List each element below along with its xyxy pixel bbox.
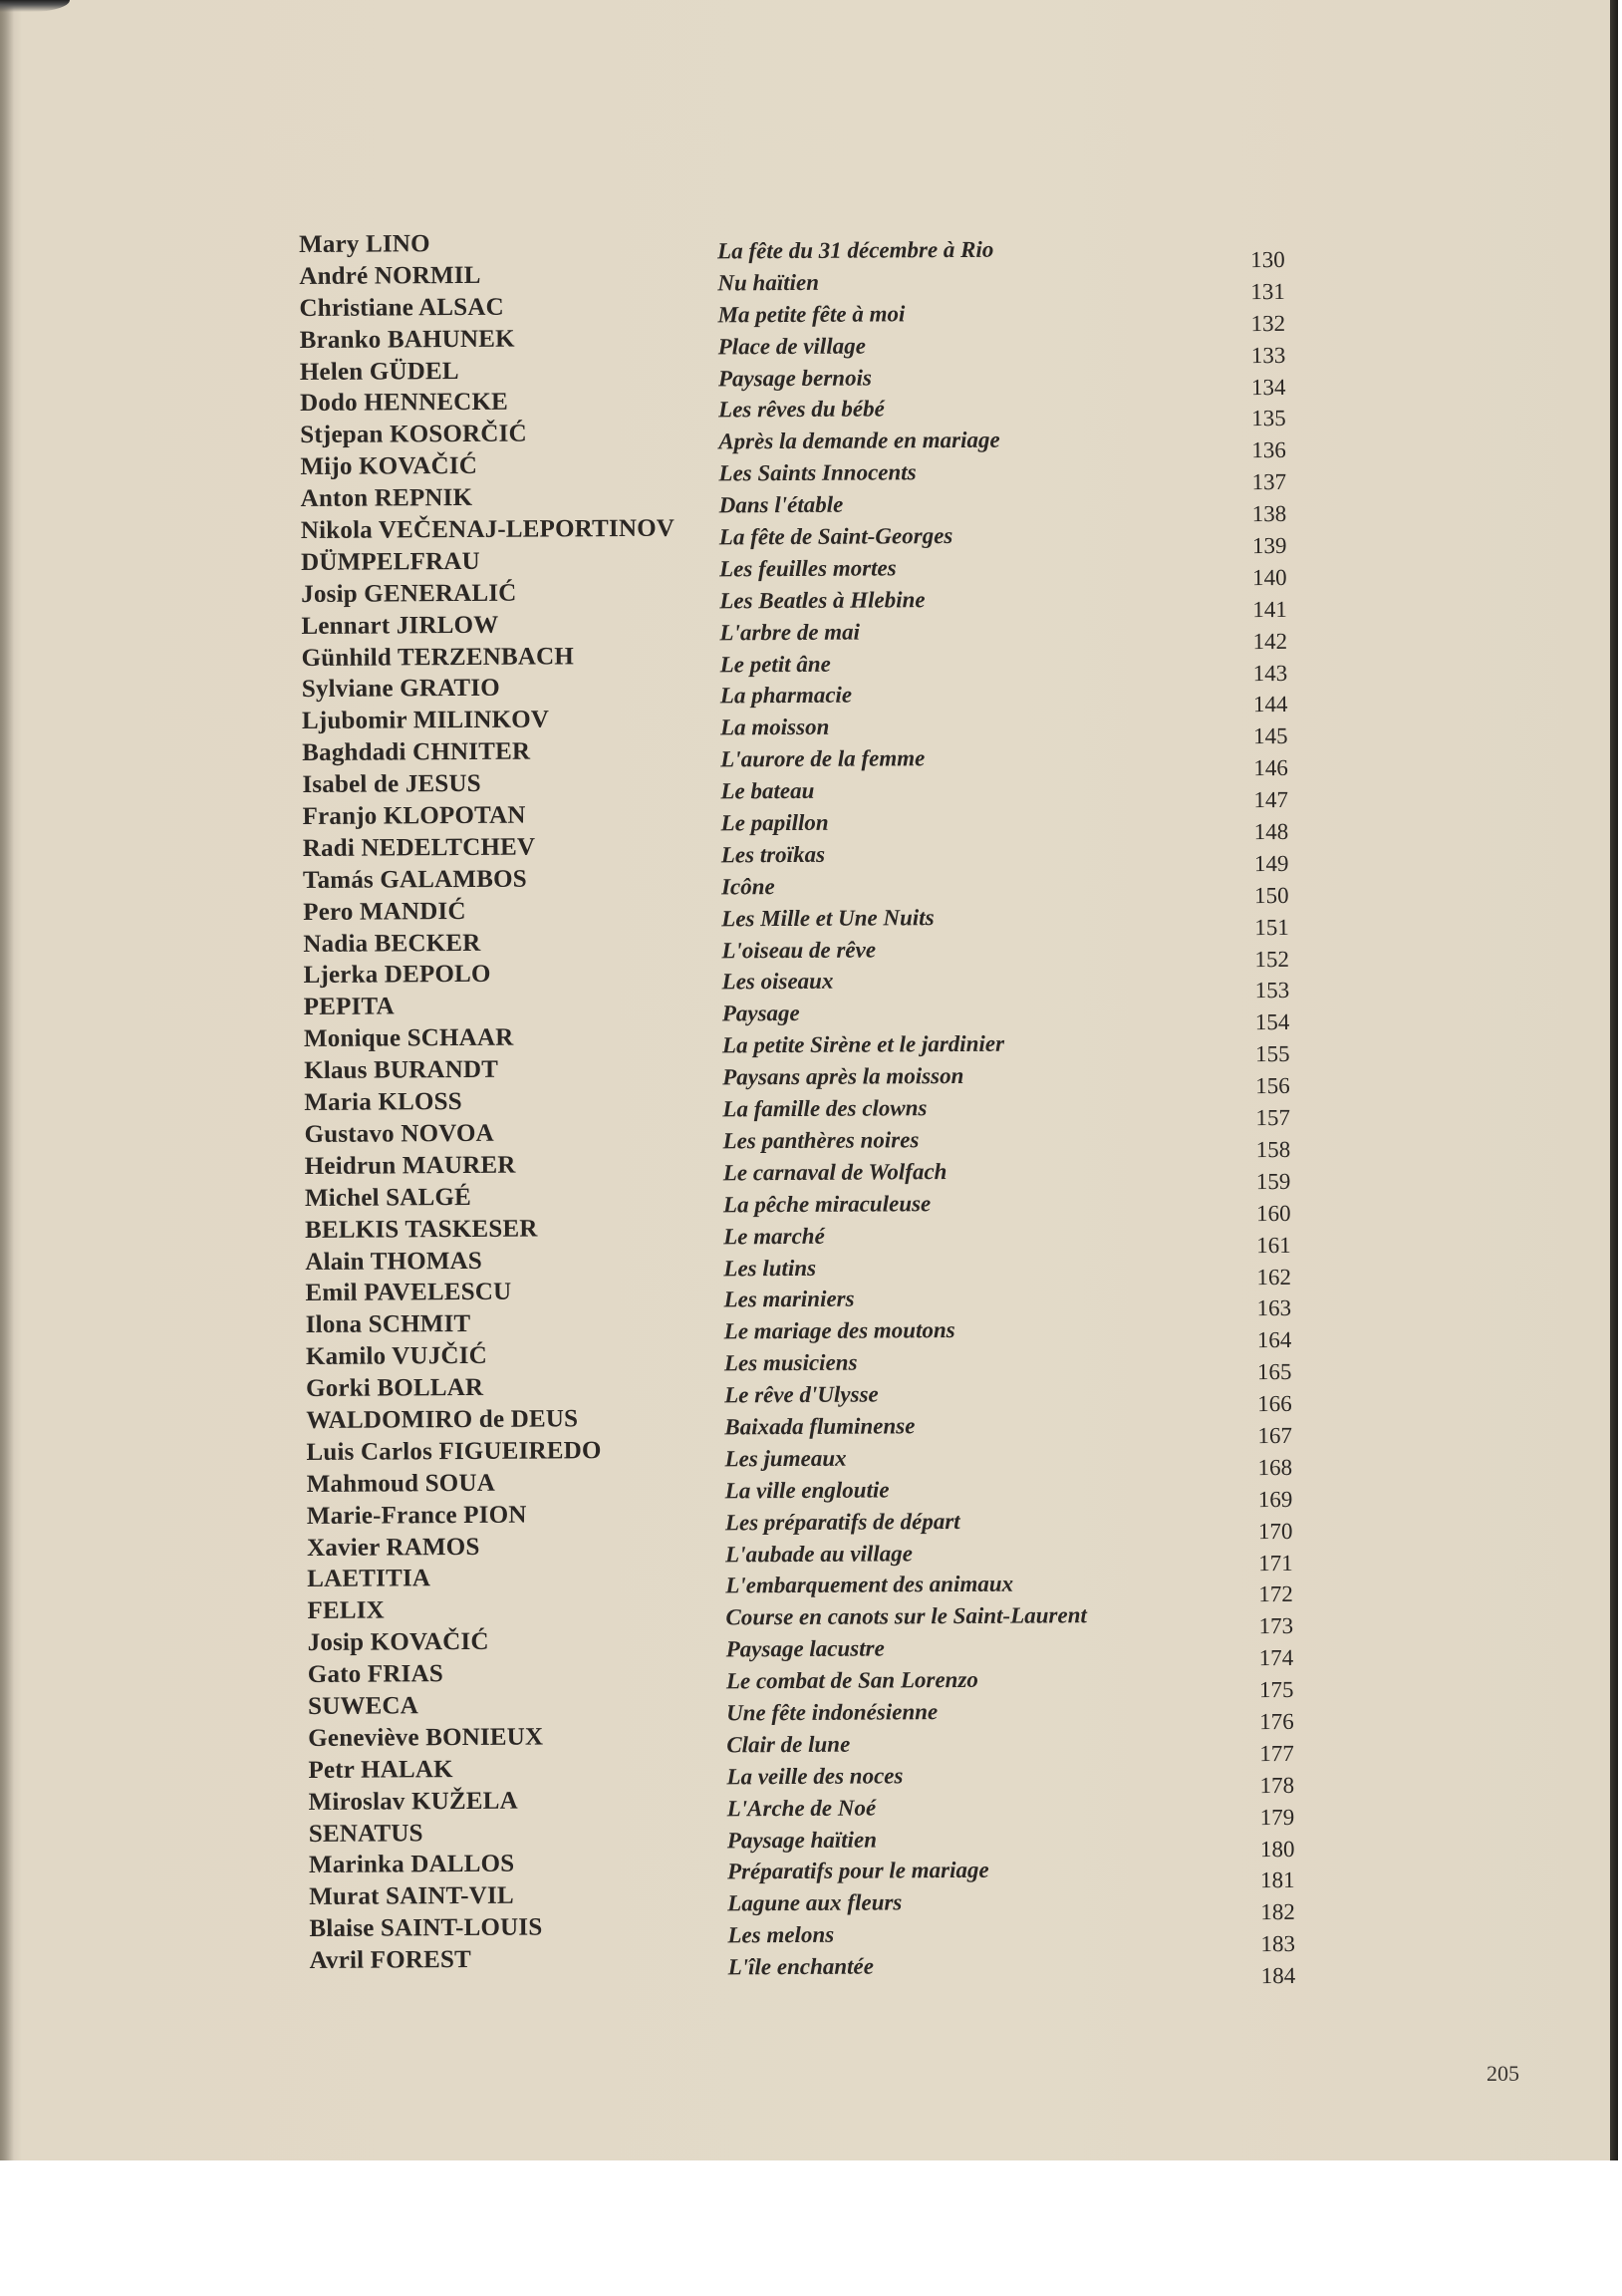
artist-name: Nadia BECKER (303, 929, 481, 958)
artwork-title: Paysage (721, 1001, 800, 1026)
artwork-title: Baixada fluminense (724, 1413, 916, 1440)
artwork-title: La fête du 31 décembre à Rio (717, 236, 994, 264)
artist-name: Günhild TERZENBACH (301, 642, 575, 672)
plate-page-number: 140 (1252, 564, 1287, 591)
artwork-title: Les rêves du bébé (718, 396, 885, 423)
plate-page-number: 158 (1255, 1136, 1291, 1163)
plate-page-number: 130 (1250, 246, 1285, 273)
plate-page-number: 146 (1253, 755, 1288, 781)
artist-name: Mijo KOVAČIĆ (300, 452, 478, 481)
plate-page-number: 170 (1257, 1518, 1293, 1544)
plate-page-number: 165 (1256, 1359, 1292, 1385)
plate-page-number: 181 (1260, 1867, 1295, 1893)
artwork-title: Course en canots sur le Saint-Laurent (725, 1602, 1087, 1630)
artwork-title: La pêche miraculeuse (722, 1190, 932, 1218)
artwork-title: Le combat de San Lorenzo (725, 1666, 978, 1694)
plate-page-number: 160 (1255, 1200, 1291, 1226)
artwork-title: Dans l'étable (718, 491, 844, 518)
artwork-title: Lagune aux fleurs (727, 1889, 903, 1916)
artist-name: Branko BAHUNEK (299, 325, 515, 354)
page-corner-shadow (0, 0, 70, 12)
artwork-title: Les Saints Innocents (718, 459, 917, 486)
plate-page-number: 177 (1259, 1740, 1294, 1766)
artwork-title: Paysans après la moisson (722, 1063, 964, 1090)
plate-page-number: 154 (1254, 1009, 1290, 1035)
artist-name: Maria KLOSS (304, 1088, 462, 1117)
plate-page-number: 135 (1251, 406, 1286, 431)
plate-page-number: 176 (1259, 1708, 1294, 1735)
artwork-title: L'aubade au village (725, 1540, 914, 1567)
artist-name: SENATUS (308, 1819, 423, 1848)
artwork-title: Les Mille et Une Nuits (721, 904, 935, 932)
plate-page-number: 174 (1258, 1645, 1294, 1671)
artist-name: Ljerka DEPOLO (303, 961, 491, 990)
artist-name: WALDOMIRO de DEUS (306, 1405, 579, 1434)
artist-name: André NORMIL (299, 261, 481, 290)
artist-name: Josip KOVAČIĆ (307, 1628, 489, 1657)
index-entry-row (309, 1941, 1326, 1989)
artist-name: Avril FOREST (309, 1946, 472, 1975)
artist-name: Nikola VEČENAJ-LEPORTINOV (300, 514, 676, 545)
artist-name: SUWECA (307, 1692, 419, 1720)
artist-name: FELIX (307, 1596, 385, 1625)
artwork-title: La petite Sirène et le jardinier (721, 1030, 1005, 1058)
artist-name: Ilona SCHMIT (305, 1310, 471, 1339)
artist-name: Pero MANDIĆ (303, 897, 466, 926)
plate-page-number: 166 (1257, 1390, 1292, 1417)
artist-name: Monique SCHAAR (303, 1023, 514, 1053)
artwork-title: L'arbre de mai (719, 619, 861, 646)
plate-page-number: 141 (1252, 596, 1287, 622)
artwork-title: Nu haïtien (717, 269, 820, 296)
artwork-title: Le carnaval de Wolfach (722, 1158, 947, 1186)
artwork-title: La pharmacie (719, 683, 853, 709)
artwork-title: Paysage bernois (717, 365, 872, 391)
plate-page-number: 180 (1259, 1836, 1295, 1862)
artwork-title: Les jumeaux (724, 1445, 847, 1472)
artwork-title: Le bateau (720, 777, 815, 804)
artwork-index-list (299, 225, 1326, 1989)
artist-name: Josip GENERALIĆ (301, 579, 517, 608)
plate-page-number: 156 (1255, 1073, 1290, 1099)
plate-page-number: 138 (1251, 501, 1287, 527)
artwork-title: Le marché (723, 1223, 825, 1250)
plate-page-number: 151 (1254, 914, 1289, 940)
artist-name: Murat SAINT-VIL (309, 1882, 514, 1911)
artwork-title: Les panthères noires (722, 1127, 920, 1154)
plate-page-number: 144 (1252, 692, 1288, 718)
artwork-title: L'île enchantée (727, 1953, 875, 1980)
artwork-title: La fête de Saint-Georges (718, 523, 953, 550)
artist-name: Miroslav KUŽELA (308, 1787, 518, 1816)
plate-page-number: 153 (1254, 978, 1290, 1004)
artist-name: PEPITA (303, 993, 395, 1021)
artist-name: Petr HALAK (308, 1755, 453, 1784)
artwork-title: L'embarquement des animaux (725, 1572, 1014, 1598)
plate-page-number: 142 (1252, 628, 1288, 654)
plate-page-number: 167 (1257, 1422, 1292, 1449)
artist-name: LAETITIA (307, 1565, 431, 1593)
plate-page-number: 178 (1259, 1772, 1295, 1798)
artist-name: Xavier RAMOS (306, 1533, 480, 1562)
artwork-title: Le mariage des moutons (723, 1317, 955, 1344)
plate-page-number: 168 (1257, 1454, 1293, 1480)
artist-name: BELKIS TASKESER (305, 1215, 538, 1244)
plate-page-number: 182 (1260, 1899, 1295, 1925)
artist-name: Lennart JIRLOW (301, 611, 499, 640)
artist-name: Gustavo NOVOA (304, 1119, 494, 1148)
artwork-title: Les lutins (723, 1255, 817, 1281)
artwork-title: Le petit âne (719, 651, 831, 678)
artist-name: Tamás GALAMBOS (302, 865, 527, 894)
plate-page-number: 161 (1256, 1232, 1291, 1258)
artist-name: Heidrun MAURER (304, 1151, 516, 1180)
artwork-title: La moisson (719, 715, 830, 740)
plate-page-number: 162 (1256, 1264, 1292, 1290)
plate-page-number: 143 (1252, 660, 1288, 686)
artwork-title: L'aurore de la femme (720, 745, 926, 772)
artist-name: Blaise SAINT-LOUIS (309, 1913, 543, 1943)
plate-page-number: 159 (1255, 1168, 1291, 1194)
artwork-title: Après la demande en mariage (718, 428, 1000, 454)
artist-name: Mary LINO (299, 230, 430, 258)
artist-name: Sylviane GRATIO (301, 675, 500, 704)
artwork-title: Les musiciens (723, 1349, 858, 1376)
artwork-title: L'oiseau de rêve (721, 937, 877, 964)
artist-name: Franjo KLOPOTAN (302, 801, 526, 831)
artwork-title: Les préparatifs de départ (724, 1508, 960, 1536)
artwork-title: Paysage lacustre (725, 1635, 885, 1662)
plate-page-number: 131 (1250, 278, 1285, 305)
artwork-title: L'Arche de Noé (726, 1795, 877, 1822)
plate-page-number: 152 (1254, 946, 1290, 972)
artist-name: Michel SALGÉ (304, 1183, 472, 1212)
page-number: 205 (1487, 2061, 1519, 2086)
plate-page-number: 183 (1260, 1931, 1296, 1957)
plate-page-number: 148 (1253, 818, 1289, 845)
artist-name: Gato FRIAS (307, 1660, 443, 1689)
plate-page-number: 149 (1253, 850, 1289, 877)
plate-page-number: 150 (1254, 882, 1289, 908)
artwork-title: Paysage haïtien (726, 1827, 878, 1853)
artwork-title: Icône (720, 873, 775, 900)
artist-name: Kamilo VUJČIĆ (305, 1342, 487, 1371)
plate-page-number: 171 (1258, 1550, 1293, 1576)
plate-page-number: 164 (1256, 1327, 1292, 1353)
plate-page-number: 137 (1251, 469, 1287, 495)
artwork-title: Ma petite fête à moi (717, 301, 906, 328)
plate-page-number: 133 (1250, 342, 1286, 368)
artwork-title: Les mariniers (723, 1287, 855, 1312)
artwork-title: La veille des noces (726, 1763, 904, 1790)
artist-name: Dodo HENNECKE (299, 389, 509, 418)
artist-name: Anton REPNIK (300, 484, 473, 513)
artwork-title: Place de village (717, 333, 866, 360)
artwork-title: Le papillon (720, 809, 829, 836)
plate-page-number: 184 (1260, 1963, 1296, 1989)
artwork-title: Clair de lune (726, 1731, 851, 1758)
artwork-title: Les melons (727, 1921, 835, 1948)
plate-page-number: 145 (1253, 723, 1288, 749)
artist-name: DÜMPELFRAU (300, 547, 480, 576)
artwork-title: Les Beatles à Hlebine (719, 586, 926, 614)
artist-name: Alain THOMAS (305, 1247, 483, 1276)
artist-name: Luis Carlos FIGUEIREDO (306, 1437, 602, 1466)
artist-name: Klaus BURANDT (304, 1055, 499, 1085)
artist-name: Emil PAVELESCU (305, 1279, 512, 1307)
plate-page-number: 134 (1250, 374, 1286, 400)
artist-name: Ljubomir MILINKOV (301, 706, 550, 735)
artwork-title: Préparatifs pour le mariage (726, 1858, 989, 1884)
artist-name: Radi NEDELTCHEV (302, 833, 536, 862)
artwork-title: Les troïkas (720, 841, 826, 868)
plate-page-number: 169 (1257, 1486, 1293, 1512)
plate-page-number: 175 (1258, 1677, 1294, 1703)
plate-page-number: 136 (1251, 437, 1286, 463)
artwork-title: Une fête indonésienne (726, 1699, 939, 1726)
plate-page-number: 132 (1250, 310, 1286, 336)
plate-page-number: 173 (1258, 1613, 1294, 1639)
page-gutter-shadow (0, 0, 14, 2160)
artist-name: Marie-France PION (306, 1501, 527, 1530)
artwork-title: Les feuilles mortes (719, 555, 897, 582)
artwork-title: Le rêve d'Ulysse (724, 1381, 879, 1408)
plate-page-number: 163 (1256, 1295, 1292, 1321)
artwork-title: La famille des clowns (722, 1095, 928, 1122)
artist-name: Christiane ALSAC (299, 293, 504, 322)
plate-page-number: 155 (1254, 1041, 1290, 1067)
artist-name: Mahmoud SOUA (306, 1469, 496, 1498)
artist-name: Baghdadi CHNITER (302, 737, 531, 767)
artist-name: Marinka DALLOS (308, 1851, 515, 1879)
artist-name: Stjepan KOSORČIĆ (300, 420, 527, 449)
plate-page-number: 147 (1253, 787, 1289, 813)
plate-page-number: 139 (1251, 532, 1287, 559)
artist-name: Gorki BOLLAR (306, 1373, 484, 1403)
book-cover-edge (1610, 0, 1618, 2160)
artist-name: Geneviève BONIEUX (308, 1723, 544, 1752)
artwork-title: Les oiseaux (721, 969, 834, 995)
artist-name: Isabel de JESUS (302, 770, 481, 799)
artist-name: Helen GÜDEL (299, 357, 459, 386)
plate-page-number: 172 (1258, 1581, 1293, 1607)
plate-page-number: 157 (1255, 1104, 1291, 1131)
plate-page-number: 179 (1259, 1804, 1295, 1830)
artwork-title: La ville engloutie (724, 1477, 890, 1504)
